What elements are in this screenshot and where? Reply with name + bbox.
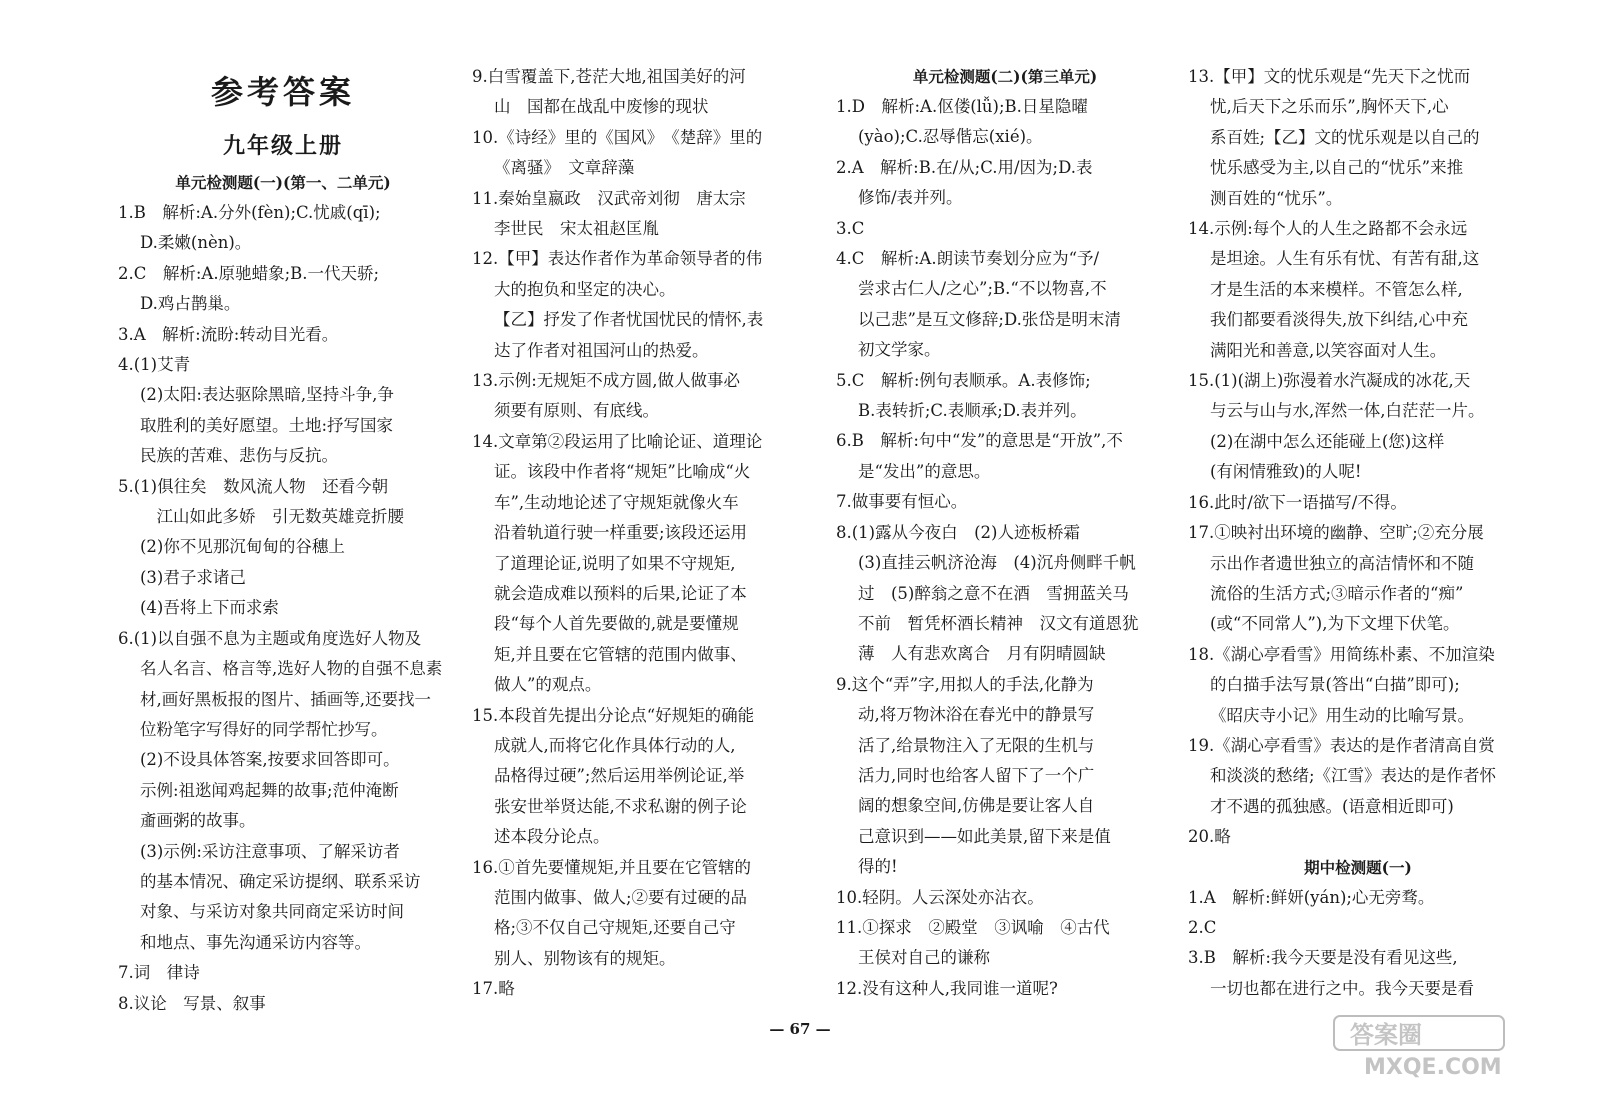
answer-line: (4)吾将上下而求索 xyxy=(140,598,279,618)
answer-line: D.柔嫩(nèn)。 xyxy=(140,233,252,253)
answer-line: 齑画粥的故事。 xyxy=(140,811,256,831)
answer-line: 4.C 解析:A.朗读节奏划分应为“予/ xyxy=(836,249,1100,269)
answer-line: 12.【甲】表达作者作为革命领导者的伟 xyxy=(472,249,763,269)
answer-line: 18.《湖心亭看雪》用简练朴素、不加渲染 xyxy=(1188,644,1495,664)
answer-line: 车”,生动地论述了守规矩就像火车 xyxy=(494,492,739,512)
answer-line: 3.C xyxy=(836,218,865,238)
answer-line: 7.词 律诗 xyxy=(118,963,200,983)
answer-line: 薄 人有悲欢离合 月有阴晴圆缺 xyxy=(858,644,1106,664)
answer-line: 不前 暂凭杯酒长精神 汉文有道恩犹 xyxy=(858,613,1139,633)
answer-line: 13.【甲】文的忧乐观是“先天下之忧而 xyxy=(1188,67,1471,86)
answer-line: 7.做事要有恒心。 xyxy=(836,492,968,512)
answer-list xyxy=(118,168,448,1019)
answer-line: 江山如此多娇 引无数英雄竞折腰 xyxy=(140,507,404,527)
answer-line: 证。该段中作者将“规矩”比喻成“火 xyxy=(494,462,751,482)
answer-line: 3.B 解析:我今天要是没有看见这些, xyxy=(1188,948,1458,968)
answer-line: 9.这个“弄”字,用拟人的手法,化静为 xyxy=(836,674,1094,694)
answer-line: 《昭庆寺小记》用生动的比喻写景。 xyxy=(1210,705,1474,725)
answer-line: (2)太阳:表达驱除黑暗,坚持斗争,争 xyxy=(140,385,394,405)
answer-line: 19.《湖心亭看雪》表达的是作者清高自赏 xyxy=(1188,735,1495,755)
answer-line: 示例:祖逖闻鸡起舞的故事;范仲淹断 xyxy=(140,780,399,800)
answer-line: B.表转折;C.表顺承;D.表并列。 xyxy=(858,401,1087,421)
answer-line: 15.本段首先提出分论点“好规矩的确能 xyxy=(472,705,755,725)
column-2 xyxy=(472,62,812,1005)
answer-line: (3)示例:采访注意事项、了解采访者 xyxy=(140,841,400,861)
answer-line: 做人”的观点。 xyxy=(494,675,602,695)
answer-line: 名人名言、格言等,选好人物的自强不息素 xyxy=(140,659,443,679)
answer-line: 10.轻阴。人云深处亦沾衣。 xyxy=(836,887,1044,907)
answer-line: 5.(1)俱往矣 数风流人物 还看今朝 xyxy=(118,476,389,496)
answer-line: 就会造成难以预料的后果,论证了本 xyxy=(494,583,747,603)
answer-line: 活力,同时也给客人留下了一个广 xyxy=(858,765,1095,785)
answer-line: 忧,后天下之乐而乐”,胸怀天下,心 xyxy=(1210,97,1449,117)
answer-line: 我们都要看淡得失,放下纠结,心中充 xyxy=(1210,310,1468,330)
answer-line: 的基本情况、确定采访提纲、联系采访 xyxy=(140,871,421,891)
answer-line: 王侯对自己的谦称 xyxy=(858,948,990,968)
answer-line: 12.没有这种人,我同谁一道呢? xyxy=(836,978,1058,998)
answer-line: 对象、与采访对象共同商定采访时间 xyxy=(140,902,404,922)
answer-line: 4.(1)艾青 xyxy=(118,355,191,375)
answer-line: 1.A 解析:鲜妍(yán);心无旁骛。 xyxy=(1188,887,1435,907)
watermark-label: 答案圈 xyxy=(1350,1021,1422,1049)
answer-line: 才不遇的孤独感。(语意相近即可) xyxy=(1210,796,1454,816)
answer-line: 别人、别物该有的规矩。 xyxy=(494,948,676,968)
answer-line: 是坦途。人生有乐有忧、有苦有甜,这 xyxy=(1210,249,1480,269)
answer-line: 《离骚》 文章辞藻 xyxy=(494,158,635,178)
answer-line: 格;③不仅自己守规矩,还要自己守 xyxy=(494,918,736,938)
answer-line: 才是生活的本来模样。不管怎么样, xyxy=(1210,279,1463,299)
answer-line: 2.C xyxy=(1188,917,1217,937)
answer-line: 张安世举贤达能,不求私谢的例子论 xyxy=(494,796,747,816)
answer-line: 取胜利的美好愿望。土地:抒写国家 xyxy=(140,415,394,435)
answer-line: 尝求古仁人/之心”;B.“不以物喜,不 xyxy=(858,279,1107,299)
answer-line: 2.C 解析:A.原驰蜡象;B.一代天骄; xyxy=(118,263,380,283)
page-number: — 67 — xyxy=(769,1020,831,1038)
answer-list xyxy=(472,62,812,1005)
answer-line: 16.此时/欲下一语描写/不得。 xyxy=(1188,492,1407,512)
answer-line: 成就人,而将它化作具体行动的人, xyxy=(494,735,736,755)
answer-line: 大的抱负和坚定的决心。 xyxy=(494,279,676,299)
answer-line: 修饰/表并列。 xyxy=(858,188,963,208)
answer-line: (或“不同常人”),为下文埋下伏笔。 xyxy=(1210,614,1460,634)
answer-line: 一切也都在进行之中。我今天要是看 xyxy=(1210,978,1474,998)
answer-line: 品格得过硬”;然后运用举例论证,举 xyxy=(494,766,745,786)
answer-line: 民族的苦难、悲伤与反抗。 xyxy=(140,446,338,466)
answer-line: (2)不设具体答案,按要求回答即可。 xyxy=(140,750,400,770)
answer-line: 活了,给景物注入了无限的生机与 xyxy=(858,735,1095,755)
answer-line: 11.秦始皇嬴政 汉武帝刘彻 唐太宗 xyxy=(472,188,746,208)
answer-line: 9.白雪覆盖下,苍茫大地,祖国美好的河 xyxy=(472,67,746,86)
answer-line: 1.B 解析:A.分外(fèn);C.忧戚(qī); xyxy=(118,203,381,222)
answer-line: 阔的想象空间,仿佛是要让客人自 xyxy=(858,796,1095,816)
answer-line: 3.A 解析:流盼:转动目光看。 xyxy=(118,324,339,344)
answer-line: 示出作者遗世独立的高洁情怀和不随 xyxy=(1210,553,1474,573)
watermark-logo xyxy=(1330,1012,1560,1080)
answer-line: D.鸡占鹊巢。 xyxy=(140,294,241,314)
answer-line: 流俗的生活方式;③暗示作者的“痴” xyxy=(1210,583,1464,603)
answer-line: 李世民 宋太祖赵匡胤 xyxy=(494,219,659,239)
answer-line: (2)你不见那沉甸甸的谷穗上 xyxy=(140,537,345,557)
answer-line: 10.《诗经》里的《国风》 《楚辞》里的 xyxy=(472,127,763,147)
answer-line: 8.议论 写景、叙事 xyxy=(118,993,266,1013)
answer-line: 以己悲”是互文修辞;D.张岱是明末清 xyxy=(858,309,1121,329)
answer-line: 是“发出”的意思。 xyxy=(858,461,991,481)
answer-line: 17.略 xyxy=(472,979,515,999)
answer-line: 1.D 解析:A.伛偻(lǚ);B.日星隐曜 xyxy=(836,97,1088,116)
answer-line: 段“每个人首先要做的,就是要懂规 xyxy=(494,614,739,634)
answer-line: 5.C 解析:例句表顺承。A.表修饰; xyxy=(836,370,1091,390)
answer-line: 测百姓的“忧乐”。 xyxy=(1210,188,1343,208)
answer-line: 过 (5)醉翁之意不在酒 雪拥蓝关马 xyxy=(858,583,1129,603)
column-1 xyxy=(118,62,448,1019)
answer-line: 述本段分论点。 xyxy=(494,827,610,847)
section-heading: 单元检测题(二)(第三单元) xyxy=(912,67,1098,86)
answer-line: 和地点、事先沟通采访内容等。 xyxy=(140,932,371,952)
answer-line: 6.B 解析:句中“发”的意思是“开放”,不 xyxy=(836,431,1123,451)
answer-line: 达了作者对祖国河山的热爱。 xyxy=(494,340,709,360)
answer-line: (yào);C.忍辱偕忘(xié)。 xyxy=(858,127,1043,147)
answer-line: (有闲情雅致)的人呢! xyxy=(1210,462,1362,482)
answer-line: 17.①映衬出环境的幽静、空旷;②充分展 xyxy=(1188,523,1484,543)
section-heading: 期中检测题(一) xyxy=(1304,857,1412,877)
answer-line: 范围内做事、做人;②要有过硬的品 xyxy=(494,887,748,907)
answer-line: 材,画好黑板报的图片、插画等,还要找一 xyxy=(140,689,431,709)
answer-line: 己意识到——如此美景,留下来是值 xyxy=(858,826,1111,846)
answer-line: 6.(1)以自强不息为主题或角度选好人物及 xyxy=(118,628,422,648)
answer-line: 位粉笔字写得好的同学帮忙抄写。 xyxy=(140,719,388,739)
answer-line: 11.①探求 ②殿堂 ③讽喻 ④古代 xyxy=(836,917,1110,937)
answer-line: 满阳光和善意,以笑容面对人生。 xyxy=(1210,340,1447,360)
answer-line: 和淡淡的愁绪;《江雪》表达的是作者怀 xyxy=(1210,766,1497,786)
answer-line: 系百姓;【乙】文的忧乐观是以自己的 xyxy=(1210,127,1480,147)
answer-line: 得的! xyxy=(858,857,898,877)
answer-line: 忧乐感受为主,以自己的“忧乐”来推 xyxy=(1210,158,1464,178)
answer-line: 沿着轨道行驶一样重要;该段还运用 xyxy=(494,523,748,543)
answer-line: 须要有原则、有底线。 xyxy=(494,401,659,421)
answer-line: 【乙】抒发了作者忧国忧民的情怀,表 xyxy=(494,310,764,330)
answer-line: (3)君子求诸己 xyxy=(140,567,246,587)
answer-line: 矩,并且要在它管辖的范围内做事、 xyxy=(494,644,747,664)
answer-line: 8.(1)露从今夜白 (2)人迹板桥霜 xyxy=(836,522,1080,542)
answer-line: 的白描手法写景(答出“白描”即可); xyxy=(1210,675,1460,695)
answer-line: 初文学家。 xyxy=(858,340,941,360)
answer-line: 了道理论证,说明了如果不守规矩, xyxy=(494,553,736,573)
answer-line: (3)直挂云帆济沧海 (4)沉舟侧畔千帆 xyxy=(858,553,1136,573)
column-4 xyxy=(1188,62,1528,1004)
answer-line: 山 国都在战乱中废惨的现状 xyxy=(494,97,709,117)
answer-line: 14.示例:每个人的人生之路都不会永远 xyxy=(1188,219,1468,239)
answer-line: 2.A 解析:B.在/从;C.用/因为;D.表 xyxy=(836,157,1093,177)
answer-list xyxy=(1188,62,1528,1004)
grade-title: 九年级上册 xyxy=(222,133,343,159)
answer-line: 16.①首先要懂规矩,并且要在它管辖的 xyxy=(472,857,751,877)
column-3 xyxy=(836,62,1174,1004)
answer-line: (2)在湖中怎么还能碰上(您)这样 xyxy=(1210,431,1445,451)
answer-line: 15.(1)(湖上)弥漫着水汽凝成的冰花,天 xyxy=(1188,371,1471,391)
section-heading: 单元检测题(一)(第一、二单元) xyxy=(175,173,391,192)
answer-list xyxy=(836,62,1174,1004)
answer-line: 20.略 xyxy=(1188,827,1231,847)
answer-line: 动,将万物沐浴在春光中的静景写 xyxy=(858,705,1095,725)
answer-line: 13.示例:无规矩不成方圆,做人做事必 xyxy=(472,371,741,391)
answer-line: 14.文章第②段运用了比喻论证、道理论 xyxy=(472,431,763,451)
watermark-site: MXQE.COM xyxy=(1364,1055,1502,1080)
page-title: 参考答案 xyxy=(210,73,355,111)
answer-line: 与云与山与水,浑然一体,白茫茫一片。 xyxy=(1210,401,1485,421)
